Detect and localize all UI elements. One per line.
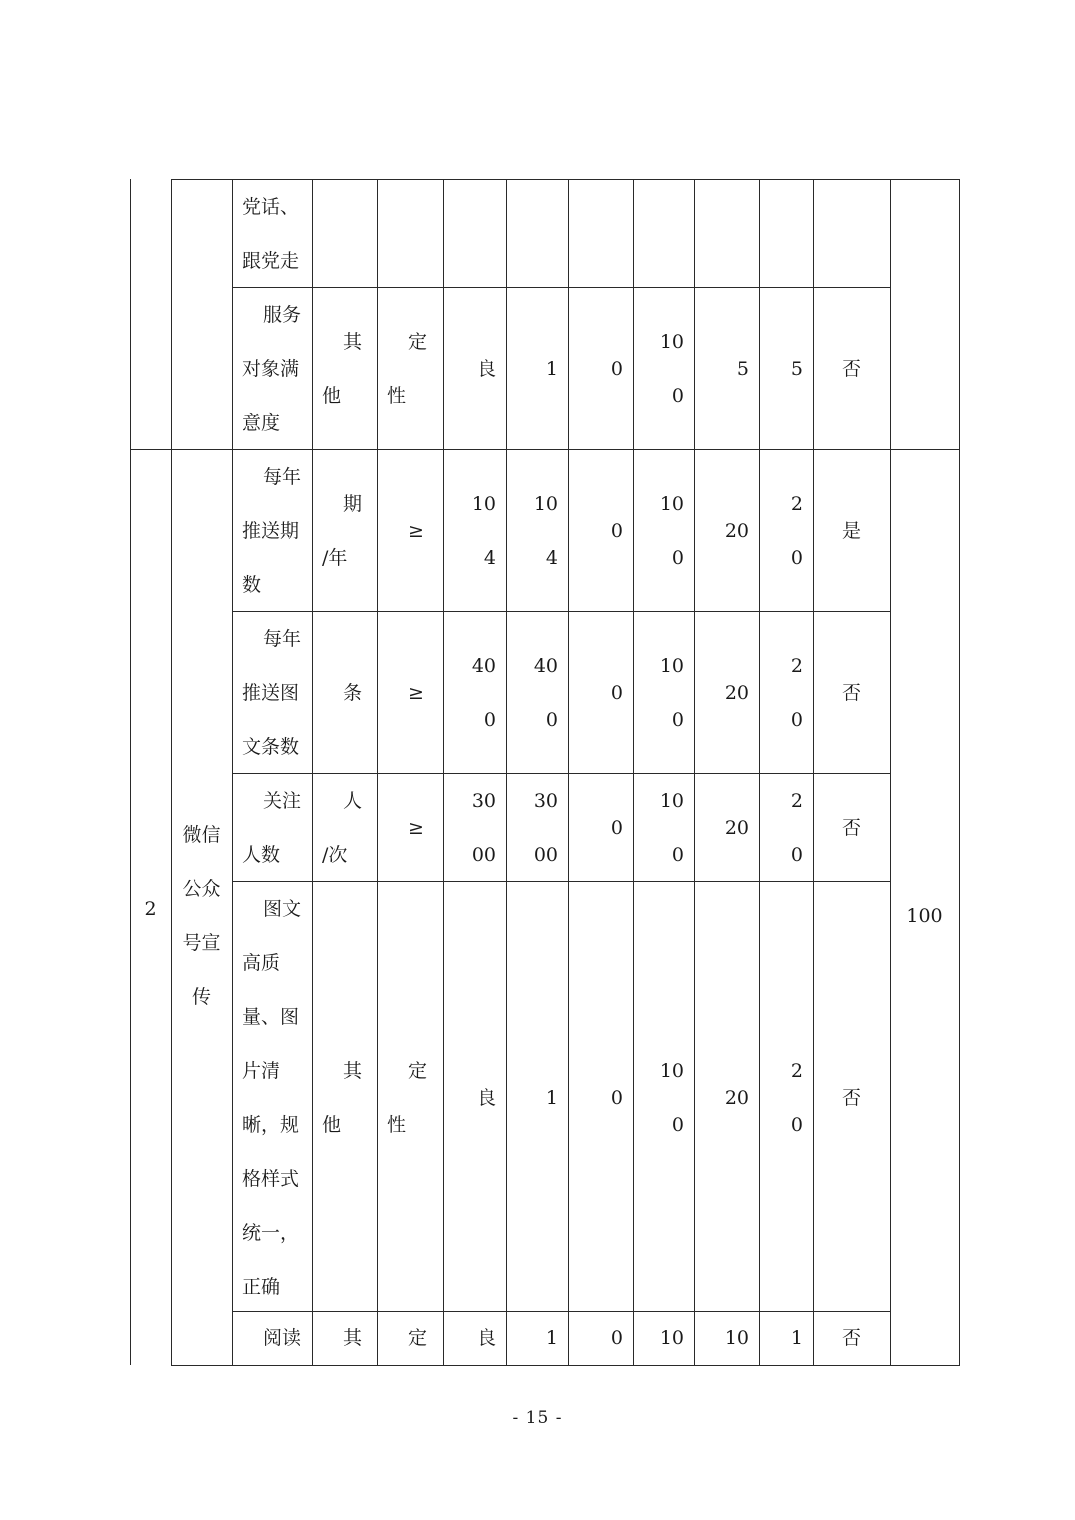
page-number: - 15 - [512, 1408, 563, 1428]
group-name-line: 号宣 [182, 932, 221, 954]
score-a-cell: 00 [533, 844, 558, 866]
group-name-line: 微信 [182, 824, 221, 846]
score-a-cell: 10 [533, 493, 558, 515]
score-a-cell: 30 [533, 790, 558, 812]
indicator-line: 图文 [263, 898, 302, 920]
score-b-cell: 0 [610, 682, 623, 704]
score-a-cell: 40 [533, 655, 558, 677]
target-cell: 良 [476, 1327, 496, 1349]
weight-cell: 0 [671, 844, 684, 866]
operator-cell: ≥ [408, 520, 424, 542]
weight-cell: 0 [671, 1114, 684, 1136]
operator-cell: 性 [387, 385, 407, 407]
weight-cell: 0 [671, 547, 684, 569]
weight-cell: 10 [659, 493, 684, 515]
value-cell: 10 [724, 1327, 749, 1349]
score-a-cell: 4 [545, 547, 558, 569]
indicator-line: 正确 [242, 1276, 281, 1298]
weight-cell: 10 [659, 331, 684, 353]
target-cell: 良 [476, 1087, 496, 1109]
group-name-line: 传 [191, 986, 211, 1008]
operator-cell: ≥ [408, 817, 424, 839]
weight-cell: 0 [671, 709, 684, 731]
indicator-line: 格样式 [242, 1168, 300, 1190]
target-cell: 10 [471, 493, 496, 515]
value-cell: 0 [790, 709, 803, 731]
score-b-cell: 0 [610, 520, 623, 542]
operator-cell: 定 [408, 1060, 428, 1082]
value-cell: 5 [790, 358, 803, 380]
unit-cell: 其 [343, 331, 363, 353]
indicator-line: 推送图 [242, 682, 300, 704]
target-cell: 良 [476, 358, 496, 380]
score-a-cell: 1 [545, 1327, 558, 1349]
indicator-line: 每年 [263, 628, 302, 650]
score-b-cell: 0 [610, 817, 623, 839]
unit-cell: 他 [322, 1114, 342, 1136]
weight-cell: 10 [659, 1060, 684, 1082]
unit-cell: /年 [322, 547, 348, 569]
weight-cell: 10 [659, 790, 684, 812]
total-score: 100 [906, 905, 943, 927]
target-cell: 4 [483, 547, 496, 569]
unit-cell: 条 [343, 682, 363, 704]
value-cell: 20 [724, 1087, 749, 1109]
flag-cell: 否 [841, 1327, 861, 1349]
target-cell: 00 [471, 844, 496, 866]
unit-cell: 其 [343, 1060, 363, 1082]
sequence-number: 2 [144, 898, 157, 920]
flag-cell: 否 [841, 1087, 861, 1109]
score-a-cell: 0 [545, 709, 558, 731]
value-cell: 0 [790, 844, 803, 866]
indicator-line: 推送期 [242, 520, 300, 542]
score-b-cell: 0 [610, 1327, 623, 1349]
target-cell: 0 [483, 709, 496, 731]
weight-cell: 10 [659, 655, 684, 677]
value-cell: 5 [736, 358, 749, 380]
unit-cell: 他 [322, 385, 342, 407]
score-a-cell: 1 [545, 1087, 558, 1109]
flag-cell: 否 [841, 358, 861, 380]
group-name-line: 公众 [182, 878, 221, 900]
indicator-line: 关注 [263, 790, 302, 812]
indicator-line: 对象满 [242, 358, 300, 380]
indicator-line: 晰，规 [242, 1114, 300, 1136]
value-cell: 1 [790, 1327, 803, 1349]
operator-cell: 性 [387, 1114, 407, 1136]
weight-cell: 0 [671, 385, 684, 407]
target-cell: 30 [471, 790, 496, 812]
indicator-line: 每年 [263, 466, 302, 488]
indicator-line: 党话、 [242, 196, 300, 218]
value-cell: 2 [790, 655, 803, 677]
indicator-line: 片清 [242, 1060, 281, 1082]
indicator-line: 量、图 [242, 1006, 300, 1028]
indicator-line: 数 [242, 574, 262, 596]
value-cell: 2 [790, 493, 803, 515]
flag-cell: 是 [841, 520, 861, 542]
value-cell: 0 [790, 1114, 803, 1136]
value-cell: 2 [790, 1060, 803, 1082]
target-cell: 40 [471, 655, 496, 677]
flag-cell: 否 [841, 817, 861, 839]
value-cell: 20 [724, 817, 749, 839]
indicator-line: 意度 [242, 412, 281, 434]
unit-cell: 期 [343, 493, 363, 515]
weight-cell: 10 [659, 1327, 684, 1349]
unit-cell: /次 [322, 844, 348, 866]
indicator-line: 高质 [242, 952, 281, 974]
unit-cell: 人 [343, 790, 363, 812]
value-cell: 20 [724, 520, 749, 542]
unit-cell: 其 [343, 1327, 363, 1349]
indicator-line: 文条数 [242, 736, 300, 758]
indicator-line: 阅读 [263, 1327, 302, 1349]
score-b-cell: 0 [610, 358, 623, 380]
score-b-cell: 0 [610, 1087, 623, 1109]
flag-cell: 否 [841, 682, 861, 704]
value-cell: 2 [790, 790, 803, 812]
indicator-line: 跟党走 [242, 250, 300, 272]
indicator-line: 服务 [263, 304, 302, 326]
operator-cell: 定 [408, 1327, 428, 1349]
score-a-cell: 1 [545, 358, 558, 380]
operator-cell: 定 [408, 331, 428, 353]
value-cell: 20 [724, 682, 749, 704]
indicator-line: 人数 [242, 844, 281, 866]
value-cell: 0 [790, 547, 803, 569]
indicator-line: 统一， [242, 1222, 300, 1244]
operator-cell: ≥ [408, 682, 424, 704]
